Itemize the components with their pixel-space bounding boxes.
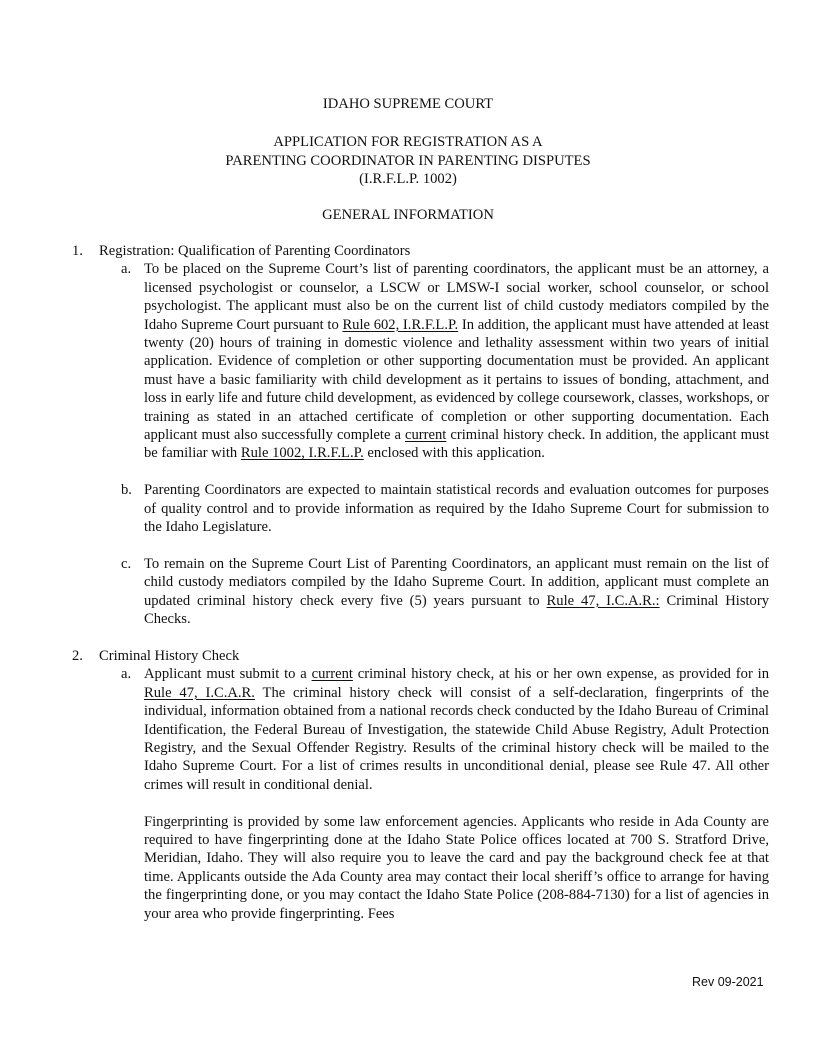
item-text: criminal history check, at his or her own expense, as provided for in (352, 666, 769, 683)
spacer (0, 536, 816, 554)
section-heading-text: Registration: Qualification of Parenting Coordinators (99, 243, 411, 259)
spacer (0, 629, 816, 647)
section-criminal-history (0, 647, 816, 923)
spacer (0, 463, 816, 481)
section-heading (0, 647, 816, 665)
section-heading (0, 242, 816, 260)
item-text: Criminal History Checks. (144, 592, 770, 628)
list-item-2a (121, 665, 769, 794)
item-text: Parenting Coordinators are expected to maintain statistical records and evaluation outcomes for purposes of quality control and to provide information as required by the Idaho Supreme Court for submission to the Idaho Legislature. (144, 482, 769, 536)
section-number: 2. (72, 647, 83, 664)
section-number: 1. (72, 243, 83, 259)
rule-47-link[interactable]: Rule 47, I.C.A.R.: (546, 592, 660, 609)
list-item-1a (121, 260, 769, 462)
item-text: To remain on the Supreme Court List of Parenting Coordinators, an applicant must remain on the list of child custody mediators compiled by the Idaho Supreme Court. In addition, applicant must complete an updated criminal history check every five (5) years pursuant to (144, 555, 769, 609)
item-text: To be placed on the Supreme Court’s list of parenting coordinators, the applicant must be an attorney, a licensed psychologist or counselor, a LSCW or LMSW-I social worker, school counselor, or school psychologist. The applicant must also be on the current list of child custody mediators compiled by the Idaho Supreme Court pursuant to (144, 261, 769, 333)
rule-602-link[interactable]: Rule 602, I.R.F.L.P. (342, 316, 459, 333)
title-line-1: APPLICATION FOR REGISTRATION AS A (273, 134, 543, 150)
item-letter: a. (121, 261, 132, 278)
current-underlined: current (405, 427, 447, 444)
item-letter: b. (121, 482, 132, 499)
current-underlined: current (311, 666, 353, 683)
item-text: enclosed with this application. (363, 445, 545, 462)
document-body (0, 242, 816, 923)
section-title: GENERAL INFORMATION (322, 207, 494, 223)
item-text: In addition, the applicant must have attended at least twenty (20) hours of training in domestic violence and lethality assessment within two years of initial application. Evidence of completion or other supporting documentation must be provided. An applicant must have a basic familiarity with child development as it pertains to issues of bonding, attachment, and loss in early life and future child development, as evidenced by college coursework, classes, workshops, or training as stated in an attached certificate of completion or other supporting documentation. Each applicant must also successfully complete a (144, 316, 769, 444)
item-letter: a. (121, 666, 132, 683)
title-line-2: PARENTING COORDINATOR IN PARENTING DISPUTES (225, 152, 591, 169)
fingerprinting-paragraph: Fingerprinting is provided by some law enforcement agencies. Applicants who reside in Ada County are required to have fingerprinting done at the Idaho State Police offices located at 700 S. Stratford Drive, Meridian, Idaho. They will also require you to leave the card and pay the background check fee at that time. Applicants outside the Ada County area may contact their local sheriff’s office to arrange for having the fingerprinting done, or you may contact the Idaho State Police (208-884-7130) for a list of agencies in your area who provide fingerprinting. Fees (144, 813, 769, 922)
rule-1002-link[interactable]: Rule 1002, I.R.F.L.P. (240, 445, 364, 462)
item-text: The criminal history check will consist of a self-declaration, fingerprints of the individual, information obtained from a national records check conducted by the Idaho Bureau of Criminal Identification, the Federal Bureau of Investigation, the statewide Child Abuse Registry, Adult Protection Registry, and the Sexual Offender Registry. Results of the criminal history check will be mailed to the Idaho Supreme Court. For a list of crimes results in unconditional denial, please see Rule 47. All other crimes will result in conditional denial. (144, 684, 769, 793)
title-line-3: (I.R.F.L.P. 1002) (359, 171, 457, 187)
item-text: criminal history check. In addition, the applicant must be familiar with (144, 427, 769, 462)
revision-label: Rev 09-2021 (692, 975, 764, 989)
spacer (0, 794, 816, 812)
item-letter: c. (121, 555, 132, 572)
section-heading-text: Criminal History Check (99, 647, 240, 664)
list-item-1b (121, 481, 769, 536)
section-registration (0, 242, 816, 647)
document-title (0, 133, 816, 189)
item-text: Applicant must submit to a (144, 666, 312, 683)
list-item-1c (121, 555, 770, 629)
court-name: IDAHO SUPREME COURT (322, 96, 494, 112)
rule-47-link[interactable]: Rule 47, I.C.A.R. (144, 684, 255, 701)
